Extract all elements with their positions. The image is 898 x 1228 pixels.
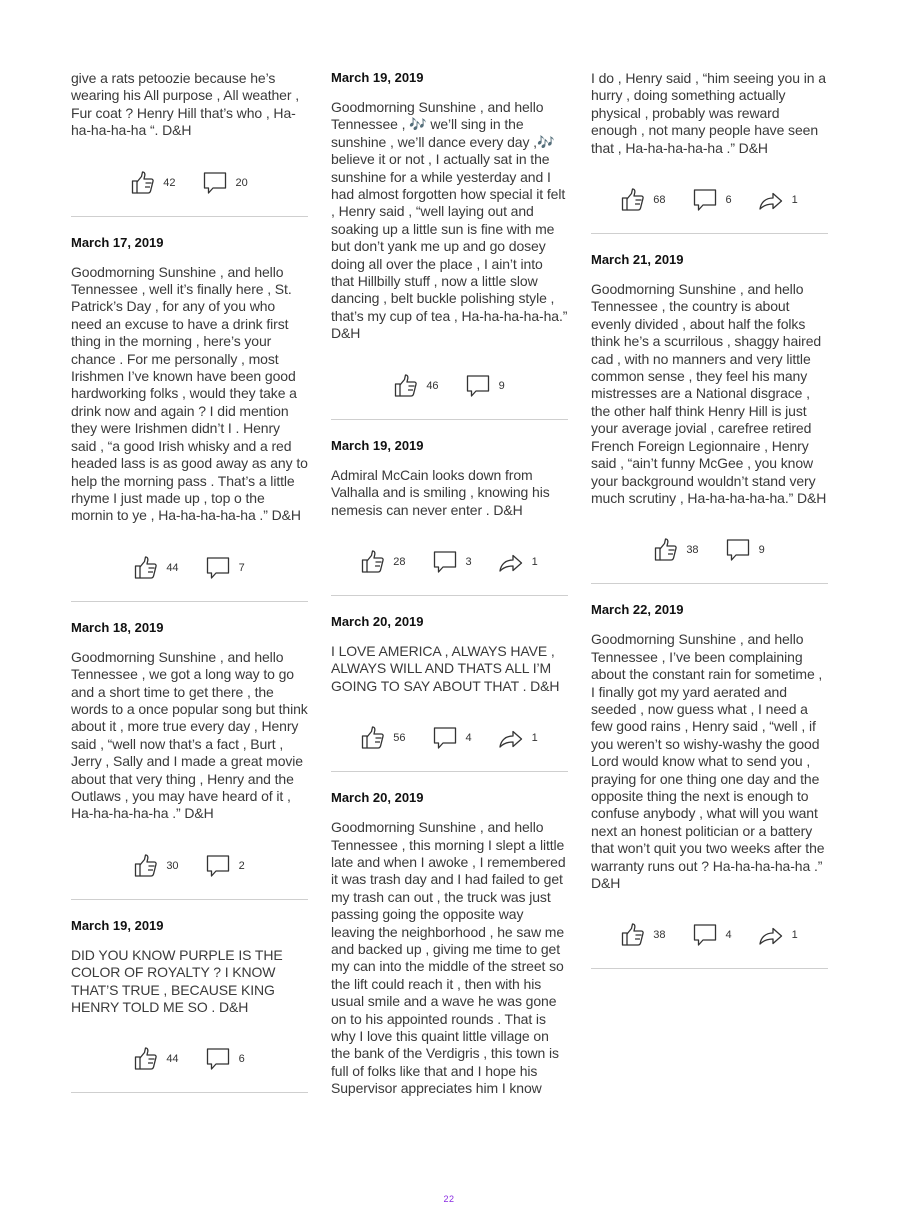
post: [71, 602, 308, 900]
like-count: 38: [653, 929, 666, 942]
post: [71, 900, 308, 1094]
post-stats: [591, 157, 828, 233]
like-count: 28: [393, 555, 406, 568]
post-stats: [71, 525, 308, 601]
comment-stat[interactable]: [725, 537, 765, 563]
page-number: 22: [443, 1194, 455, 1204]
like-stat[interactable]: [131, 171, 175, 195]
like-stat[interactable]: [134, 854, 178, 878]
thumbs-up-icon: [134, 1047, 158, 1071]
like-count: 44: [166, 1053, 179, 1066]
comment-stat[interactable]: [205, 1046, 245, 1072]
post-body: DID YOU KNOW PURPLE IS THE COLOR OF ROYALTY ? I KNOW THAT’S TRUE , BECAUSE KING HENRY TOLD ME SO . D&H: [71, 946, 283, 1015]
comment-count: 6: [725, 194, 732, 207]
comment-bubble-icon: [692, 187, 718, 213]
post-body: Goodmorning Sunshine , and hello Tennessee , this morning I slept a little late and when I awoke , I remembered it was trash day and I had failed to get my trash can out , the truck was just passing going the opposite way leaving the neighborhood , he saw me and backed up , giving me time to get my can into the middle of the street so the lift could reach it , then with his usual smile and a wave he was gone on to his appointed rounds . That is why I love this quaint little village on the bank of the Verdigris , this town is full of folks like that and I hope his Supervisor appreciates him I know: [331, 819, 566, 1097]
share-stat[interactable]: [758, 923, 798, 947]
comment-count: 20: [235, 176, 248, 189]
comment-stat[interactable]: [205, 555, 245, 581]
share-count: 1: [791, 929, 798, 942]
comment-bubble-icon: [465, 373, 491, 399]
like-count: 30: [166, 859, 179, 872]
like-count: 68: [653, 194, 666, 207]
share-arrow-icon: [498, 726, 524, 750]
post: [591, 234, 828, 584]
post-stats: [591, 507, 828, 583]
like-stat[interactable]: [134, 556, 178, 580]
music-note-icon: 🎶: [409, 116, 427, 133]
post: [331, 772, 568, 1098]
post-body: Goodmorning Sunshine , and hello Tennessee , we got a long way to go and a short time to get there , the words to a once popular song but think about it , more true every day , Henry said , “well now that’s a fact , Burt , Jerry , Sally and I made a great movie about that very thing , Henry and the Outlaws , you may have heard of it , Ha-ha-ha-ha-ha .” D&H: [71, 648, 308, 822]
share-stat[interactable]: [498, 550, 538, 574]
comment-bubble-icon: [432, 549, 458, 575]
post: [331, 420, 568, 596]
thumbs-up-icon: [361, 550, 385, 574]
post: [331, 596, 568, 772]
comment-bubble-icon: [432, 725, 458, 751]
thumbs-up-icon: [134, 556, 158, 580]
post-date: March 19, 2019: [71, 917, 164, 933]
post-body: I LOVE AMERICA , ALWAYS HAVE , ALWAYS WILL AND THATS ALL I’M GOING TO SAY ABOUT THAT . D&H: [331, 642, 560, 694]
post-date: March 22, 2019: [591, 602, 684, 618]
post: [591, 584, 828, 969]
post-body: I do , Henry said , “him seeing you in a hurry , doing something actually physical , probably was reward enough , not many people have seen that , Ha-ha-ha-ha-ha .” D&H: [591, 70, 826, 156]
body-text: believe it or not , I actually sat in the sunshine for a while yesterday and I had almost forgotten how special it felt , Henry said , “well laying out and soaking up a little sun is fine with me but don’t yank me up and go dosey doing all over the place , I ain’t into that Hillbilly stuff , now a little slow dancing , belt buckle polishing style , that’s my cup of tea , Ha-ha-ha-ha-ha.” D&H: [331, 151, 568, 342]
comment-count: 2: [238, 859, 245, 872]
share-count: 1: [531, 732, 538, 745]
comment-count: 6: [238, 1053, 245, 1066]
post-date: March 17, 2019: [71, 234, 164, 250]
column-3: [591, 58, 828, 969]
column-2: [331, 58, 568, 1098]
post-body: Admiral McCain looks down from Valhalla and is smiling , knowing his nemesis can never enter . D&H: [331, 466, 550, 518]
body-text: Goodmorning Sunshine , and hello Tennessee ,: [331, 99, 544, 133]
comment-count: 9: [498, 379, 505, 392]
comment-count: 7: [238, 561, 245, 574]
share-arrow-icon: [758, 188, 784, 212]
post-body: [331, 99, 568, 343]
like-stat[interactable]: [621, 188, 665, 212]
post-stats: [331, 343, 568, 419]
like-stat[interactable]: [361, 726, 405, 750]
like-count: 46: [426, 379, 439, 392]
share-count: 1: [531, 555, 538, 568]
post-date: March 20, 2019: [331, 790, 424, 806]
comment-bubble-icon: [205, 1046, 231, 1072]
comment-bubble-icon: [205, 853, 231, 879]
post-date: March 21, 2019: [591, 252, 684, 268]
body-text: we’ll sing in the sunshine , we’ll dance every day ,: [331, 116, 537, 150]
share-stat[interactable]: [758, 188, 798, 212]
post-body: give a rats petoozie because he’s wearing his All purpose , All weather , Fur coat ? Henry Hill that’s who , Ha-ha-ha-ha-ha “. D&H: [71, 70, 300, 139]
thumbs-up-icon: [361, 726, 385, 750]
share-arrow-icon: [498, 550, 524, 574]
comment-bubble-icon: [725, 537, 751, 563]
share-stat[interactable]: [498, 726, 538, 750]
thumbs-up-icon: [621, 923, 645, 947]
comment-bubble-icon: [202, 170, 228, 196]
post-stats: [331, 519, 568, 595]
post-continued: [591, 58, 828, 234]
thumbs-up-icon: [131, 171, 155, 195]
share-count: 1: [791, 194, 798, 207]
like-stat[interactable]: [621, 923, 665, 947]
comment-count: 4: [465, 732, 472, 745]
post-stats: [331, 695, 568, 771]
share-arrow-icon: [758, 923, 784, 947]
like-count: 42: [163, 176, 176, 189]
post-stats: [71, 140, 308, 216]
like-count: 38: [686, 544, 699, 557]
comment-stat[interactable]: [432, 725, 472, 751]
post-stats: [71, 823, 308, 899]
comment-count: 4: [725, 929, 732, 942]
comment-stat[interactable]: [205, 853, 245, 879]
post-body: Goodmorning Sunshine , and hello Tennessee , I’ve been complaining about the constant rain for sometime , I finally got my yard aerated and seeded , now guess what , I need a few good rains , Henry said , “well , if you weren’t so wishy-washy the good Lord would know what to send you , praying for one thing one day and the opposite thing the next is enough to confuse anybody , what will you want next an honest politician or a battery that won’t quit you two weeks after the warranty runs out ? Ha-ha-ha-ha-ha .” D&H: [591, 631, 825, 891]
post: [331, 58, 568, 420]
like-count: 56: [393, 732, 406, 745]
comment-stat[interactable]: [432, 549, 472, 575]
post-body: Goodmorning Sunshine , and hello Tennessee , the country is about evenly divided , about half the folks think he’s a scurrilous , shaggy haired cad , with no manners and very little common sense , they feel his many mistresses are a National disgrace , the other half think Henry Hill is just your average jovial , carefree retired French Foreign Legionnaire , Henry said , “ain’t funny McGee , you know your background wouldn’t stand very much scrutiny , Ha-ha-ha-ha-ha.” D&H: [591, 281, 827, 506]
like-stat[interactable]: [134, 1047, 178, 1071]
like-stat[interactable]: [394, 374, 438, 398]
thumbs-up-icon: [654, 538, 678, 562]
post: [71, 217, 308, 602]
comment-stat[interactable]: [692, 922, 732, 948]
post-body: Goodmorning Sunshine , and hello Tennessee , well it’s finally here , St. Patrick’s Day , for any of you who need an excuse to have a drink first thing in the morning , here’s your chance . For me personally , most Irishmen I’ve known have been good hardworking folks , would they take a drink now and again ? I did mention they were Irishmen didn’t I . Henry said , “a good Irish whisky and a red headed lass is as good away as any to help the morning pass . That’s a little rhyme I just made up , top o the mornin to ye , Ha-ha-ha-ha-ha .” D&H: [71, 263, 308, 524]
post-date: March 18, 2019: [71, 619, 164, 635]
like-count: 44: [166, 561, 179, 574]
comment-stat[interactable]: [465, 373, 505, 399]
comment-bubble-icon: [692, 922, 718, 948]
thumbs-up-icon: [134, 854, 158, 878]
like-stat[interactable]: [654, 538, 698, 562]
music-note-icon: 🎶: [536, 133, 555, 150]
comment-stat[interactable]: [202, 170, 248, 196]
like-stat[interactable]: [361, 550, 405, 574]
thumbs-up-icon: [394, 374, 418, 398]
post-date: March 20, 2019: [331, 613, 424, 629]
post-stats: [71, 1016, 308, 1092]
post-date: March 19, 2019: [331, 70, 424, 85]
thumbs-up-icon: [621, 188, 645, 212]
post-stats: [591, 892, 828, 968]
comment-count: 3: [465, 555, 472, 568]
comment-count: 9: [758, 544, 765, 557]
comment-bubble-icon: [205, 555, 231, 581]
column-1: [71, 58, 308, 1093]
post-continued: [71, 58, 308, 217]
post-date: March 19, 2019: [331, 437, 424, 453]
comment-stat[interactable]: [692, 187, 732, 213]
